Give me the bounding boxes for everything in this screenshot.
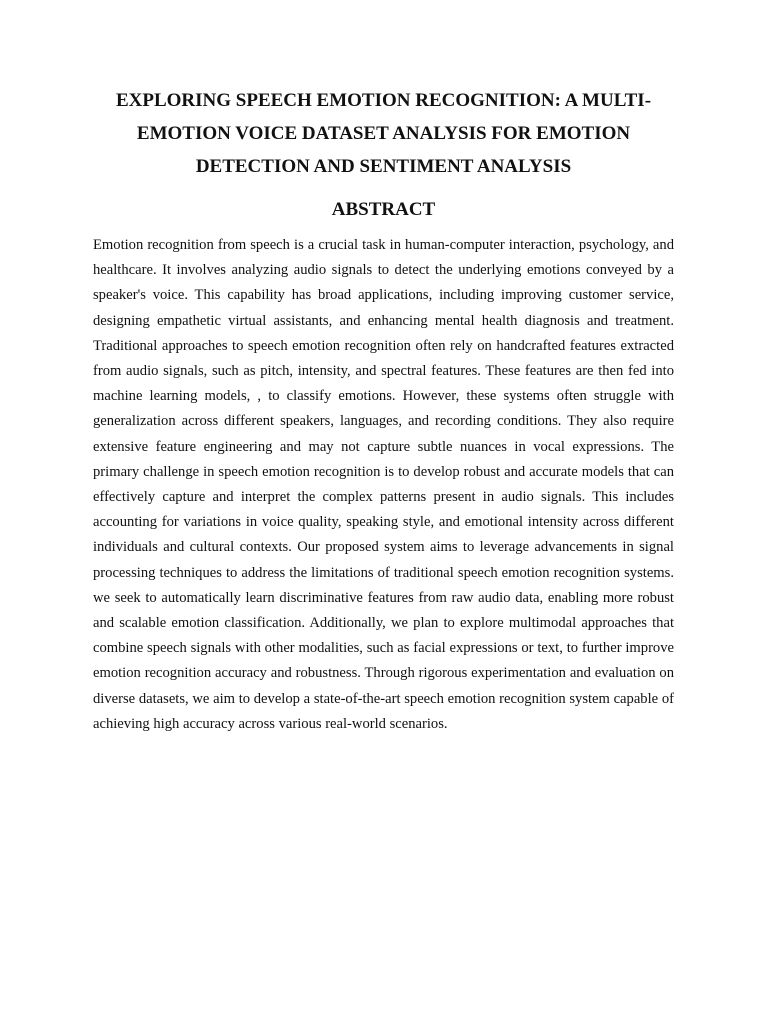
document-page bbox=[93, 84, 674, 737]
abstract-text: Emotion recognition from speech is a crucial task in human-computer interaction, psychology, and healthcare. It involves analyzing audio signals to detect the underlying emotions conveyed by a speaker's voice. This capability has broad applications, including improving customer service, designing empathetic virtual assistants, and enhancing mental health diagnosis and treatment. Traditional approaches to speech emotion recognition often rely on handcrafted features extracted from audio signals, such as pitch, intensity, and spectral features. These features are then fed into machine learning models, , to classify emotions. However, these systems often struggle with generalization across different speakers, languages, and recording conditions. They also require extensive feature engineering and may not capture subtle nuances in vocal expressions. The primary challenge in speech emotion recognition is to develop robust and accurate models that can effectively capture and interpret the complex patterns present in audio signals. This includes accounting for variations in voice quality, speaking style, and emotional intensity across different individuals and cultural contexts. Our proposed system aims to leverage advancements in signal processing techniques to address the limitations of traditional speech emotion recognition systems. we seek to automatically learn discriminative features from raw audio data, enabling more robust and scalable emotion classification. Additionally, we plan to explore multimodal approaches that combine speech signals with other modalities, such as facial expressions or text, to further improve emotion recognition accuracy and robustness. Through rigorous experimentation and evaluation on diverse datasets, we aim to develop a state-of-the-art speech emotion recognition system capable of achieving high accuracy across various real-world scenarios. bbox=[93, 237, 674, 732]
paper-title: EXPLORING SPEECH EMOTION RECOGNITION: A MULTI-EMOTION VOICE DATASET ANALYSIS FOR EMOTION DETECTION AND SENTIMENT ANALYSIS bbox=[115, 90, 652, 177]
abstract-heading: ABSTRACT bbox=[331, 199, 436, 220]
